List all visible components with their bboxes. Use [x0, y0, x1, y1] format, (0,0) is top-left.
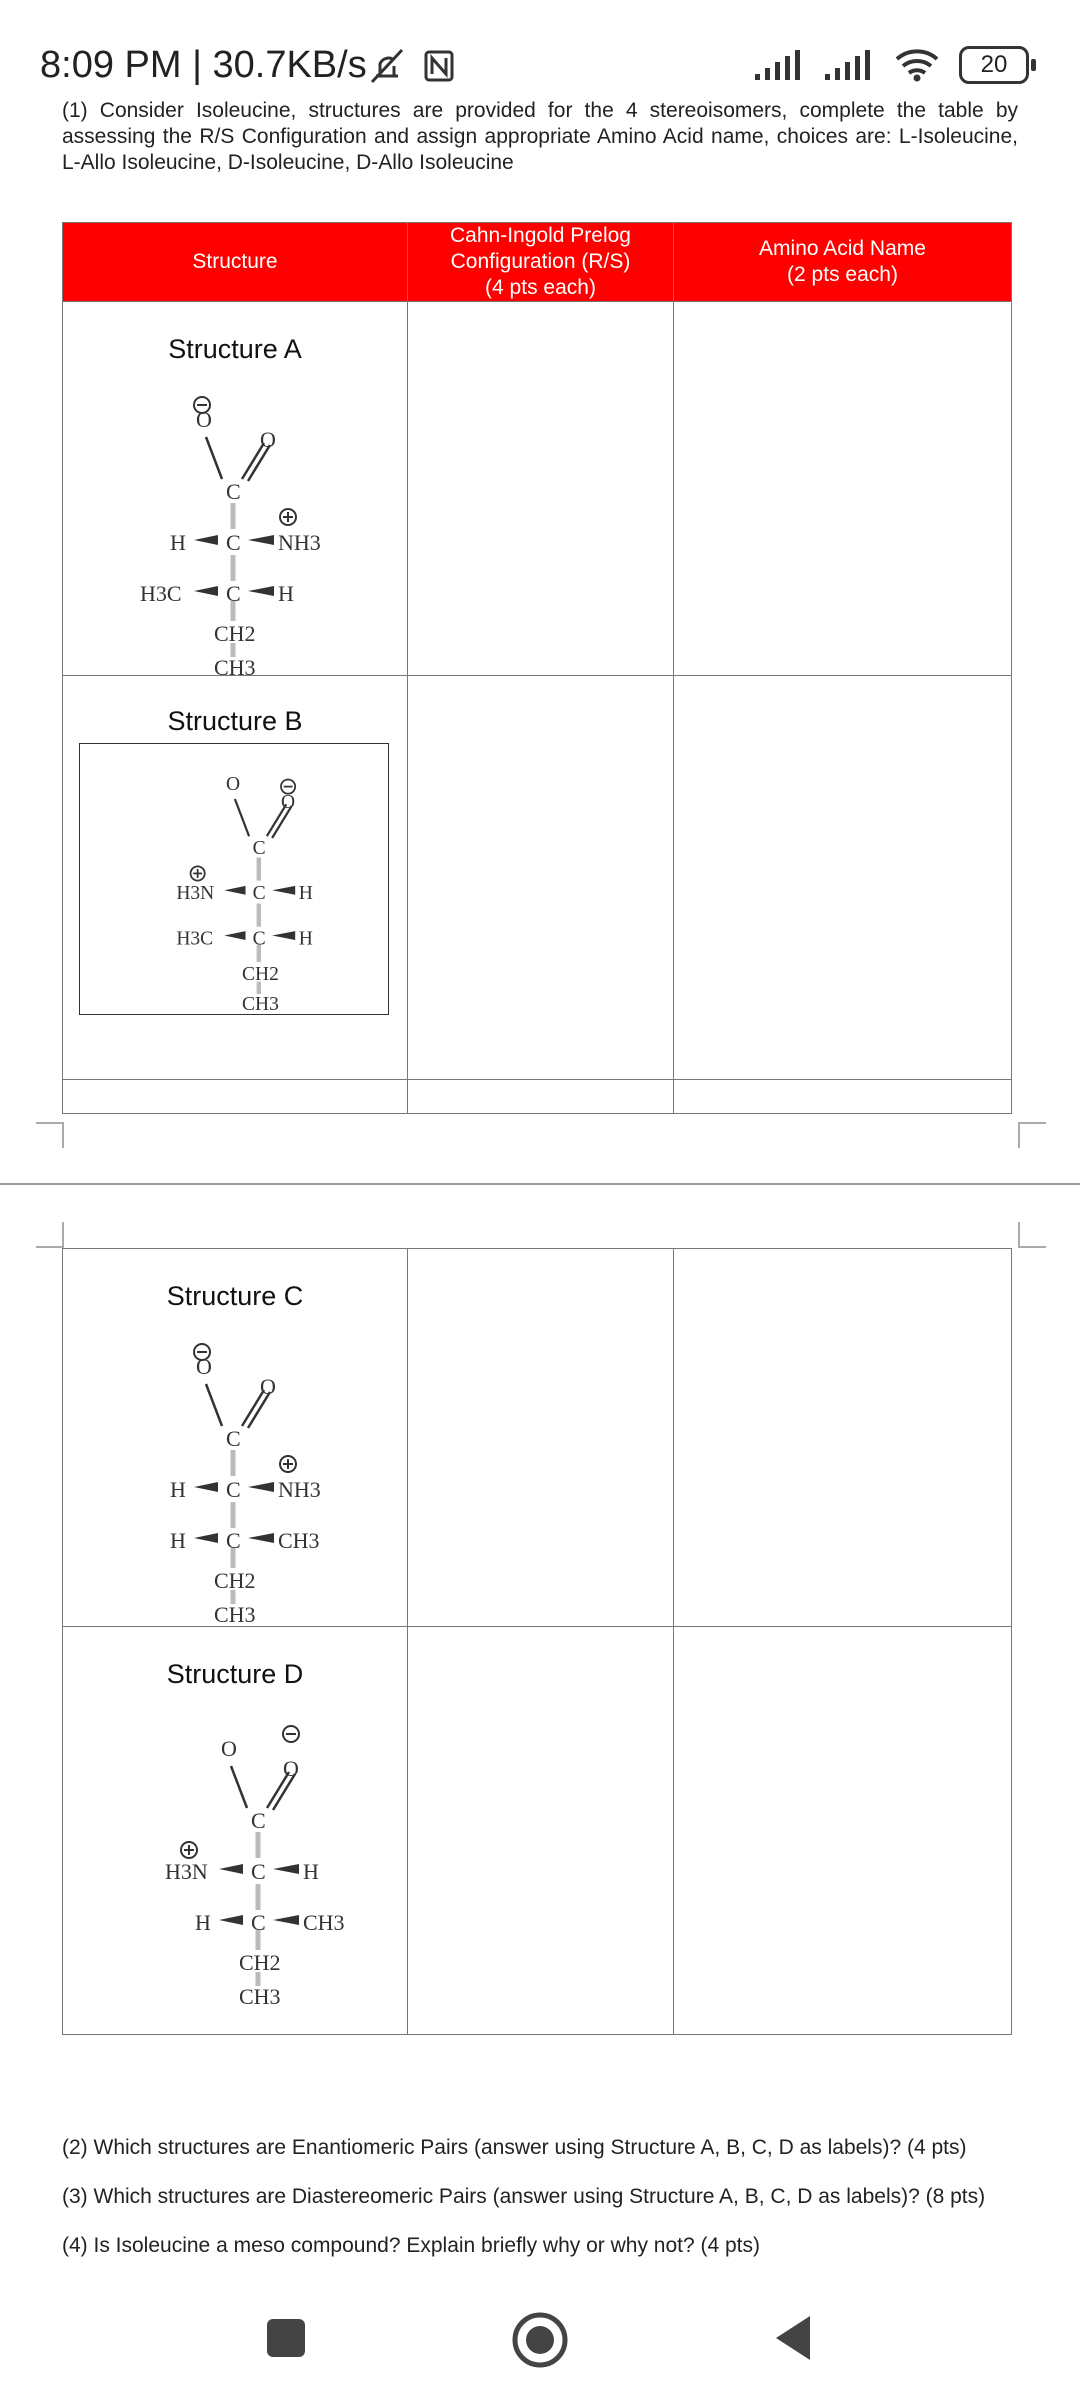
svg-text:H: H [170, 530, 186, 555]
battery-level: 20 [959, 46, 1029, 84]
crop-mark [1018, 1122, 1046, 1148]
navigation-bar [0, 2300, 1080, 2400]
svg-text:CH3: CH3 [214, 655, 256, 675]
svg-text:O: O [196, 407, 212, 432]
structure-d-configuration-cell[interactable] [408, 1627, 674, 2035]
structure-c-configuration-cell[interactable] [408, 1249, 674, 1627]
svg-text:O: O [196, 1354, 212, 1379]
structure-b-frame [79, 743, 389, 1015]
svg-text:C: C [226, 1528, 241, 1553]
structure-b-cell [63, 676, 408, 1080]
svg-text:C: C [251, 1808, 266, 1833]
structure-b-configuration-cell[interactable] [408, 676, 674, 1080]
svg-text:O: O [280, 791, 296, 813]
svg-text:O: O [221, 1736, 237, 1761]
signal-icon-1 [753, 48, 805, 82]
svg-text:H: H [170, 1528, 186, 1553]
svg-text:O: O [226, 774, 241, 796]
structure-c-title: Structure C [166, 1281, 304, 1311]
header-cip-configuration: Cahn-Ingold Prelog Configuration (R/S) (4 pts each) [408, 223, 674, 302]
svg-text:C: C [252, 928, 266, 950]
svg-text:H: H [303, 1859, 319, 1884]
structure-b-amino-acid-cell[interactable] [674, 676, 1012, 1080]
structure-d-title: Structure D [166, 1659, 304, 1689]
question-2: (2) Which structures are Enantiomeric Pairs (answer using Structure A, B, C, D as labels)? (4 pts) [62, 2136, 967, 2159]
svg-text:CH3: CH3 [214, 1602, 256, 1622]
back-button[interactable] [770, 2312, 818, 2364]
battery-indicator [959, 46, 1036, 84]
svg-text:CH2: CH2 [239, 1950, 281, 1975]
svg-text:C: C [226, 581, 241, 606]
svg-text:H: H [195, 1910, 211, 1935]
status-icons [753, 44, 1036, 86]
crop-mark [1018, 1222, 1046, 1248]
status-time-speed: 8:09 PM | 30.7KB/s [40, 44, 367, 86]
svg-text:CH2: CH2 [214, 621, 256, 646]
svg-text:O: O [260, 427, 276, 452]
svg-text:C: C [226, 1477, 241, 1502]
svg-text:CH3: CH3 [241, 994, 279, 1010]
table-row-structure-c [63, 1249, 1012, 1627]
structure-a-title: Structure A [168, 334, 302, 364]
structure-a-configuration-cell[interactable] [408, 302, 674, 676]
svg-text:C: C [226, 479, 241, 504]
svg-text:CH3: CH3 [239, 1984, 281, 2004]
structure-a-diagram [110, 375, 360, 675]
structure-c-amino-acid-cell[interactable] [674, 1249, 1012, 1627]
svg-text:C: C [226, 1426, 241, 1451]
table-row-structure-a [63, 302, 1012, 676]
structure-d-amino-acid-cell[interactable] [674, 1627, 1012, 2035]
structure-c-cell [63, 1249, 408, 1627]
structure-d-diagram [105, 1704, 365, 2004]
table-row-empty [63, 1080, 1012, 1114]
crop-mark [36, 1222, 64, 1248]
svg-text:H: H [298, 928, 313, 950]
home-button[interactable] [510, 2310, 570, 2370]
svg-text:O: O [283, 1756, 299, 1781]
table-row-structure-d [63, 1627, 1012, 2035]
svg-text:CH2: CH2 [214, 1568, 256, 1593]
question-4: (4) Is Isoleucine a meso compound? Explain briefly why or why not? (4 pts) [62, 2234, 760, 2257]
svg-text:O: O [260, 1374, 276, 1399]
notification-icons [368, 46, 458, 86]
svg-text:H: H [170, 1477, 186, 1502]
svg-text:H3C: H3C [140, 581, 182, 606]
table-row-structure-b [63, 676, 1012, 1080]
svg-text:CH3: CH3 [303, 1910, 345, 1935]
svg-text:C: C [251, 1859, 266, 1884]
svg-text:C: C [251, 1910, 266, 1935]
wifi-icon [893, 47, 941, 83]
svg-text:C: C [226, 530, 241, 555]
page-divider [0, 1183, 1080, 1185]
structure-a-amino-acid-cell[interactable] [674, 302, 1012, 676]
structure-b-title: Structure B [167, 706, 303, 736]
header-structure: Structure [63, 223, 408, 302]
svg-text:H3C: H3C [176, 928, 214, 950]
worksheet-table-1 [62, 222, 1012, 1114]
structure-c-diagram [110, 1322, 360, 1622]
svg-text:NH3: NH3 [278, 530, 321, 555]
svg-text:H3N: H3N [165, 1859, 208, 1884]
svg-text:C: C [252, 837, 266, 859]
structure-a-cell [63, 302, 408, 676]
crop-mark [36, 1122, 64, 1148]
recents-button[interactable] [264, 2316, 308, 2360]
worksheet-table-2 [62, 1248, 1012, 2035]
header-amino-acid-name: Amino Acid Name (2 pts each) [674, 223, 1012, 302]
structure-d-cell [63, 1627, 408, 2035]
svg-text:H: H [278, 581, 294, 606]
svg-text:H: H [298, 883, 313, 905]
question-1-text: (1) Consider Isoleucine, structures are provided for the 4 stereoisomers, complete the table by assessing the R/S Configuration and assign appropriate Amino Acid name, choices are: L-Isoleucine, L-Allo Isoleucine, D-Isoleucine, D-Allo Isoleucine [62, 99, 1018, 174]
svg-text:H3N: H3N [176, 883, 215, 905]
structure-b-diagram [94, 744, 374, 1010]
svg-text:CH3: CH3 [278, 1528, 320, 1553]
svg-text:C: C [252, 883, 266, 905]
svg-text:NH3: NH3 [278, 1477, 321, 1502]
question-3: (3) Which structures are Diastereomeric Pairs (answer using Structure A, B, C, D as labels)? (8 pts) [62, 2185, 986, 2208]
signal-icon-2 [823, 48, 875, 82]
svg-text:CH2: CH2 [241, 963, 279, 985]
